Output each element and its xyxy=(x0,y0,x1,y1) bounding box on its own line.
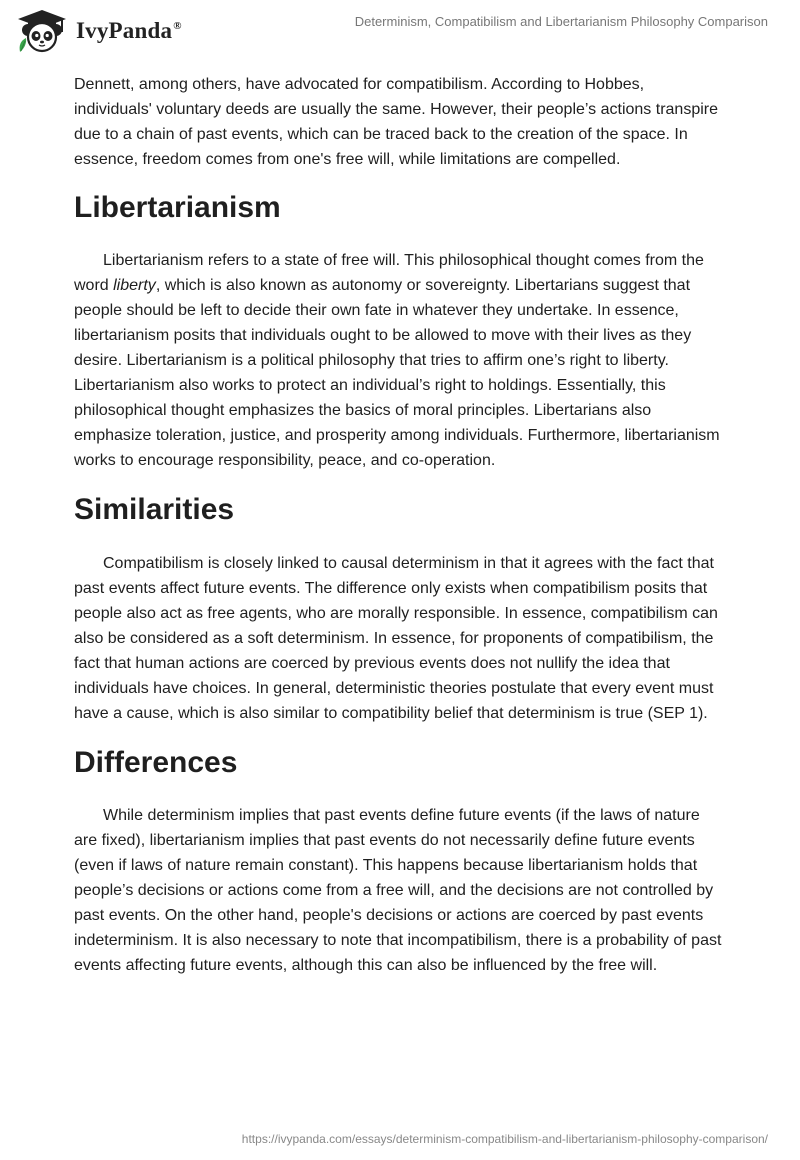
heading-differences: Differences xyxy=(74,746,238,779)
differences-paragraph: While determinism implies that past events define future events (if the laws of nature are fixed), libertarianism implies that past events do not necessarily define future events (even if laws of nature remain constant). This happens because libertarianism holds that people’s decisions or actions come from a free will, and the decisions are not controlled by past events. On the other hand, people's decisions or actions are coerced by past events indeterminism. It is also necessary to note that incompatibilism, there is a probability of past events affecting future events, although this can also be influenced by the free will. xyxy=(74,807,722,974)
source-url-link[interactable]: https://ivypanda.com/essays/determinism-compatibilism-and-libertarianism-philosophy-comparison/ xyxy=(241,1132,768,1146)
page-header xyxy=(0,0,800,70)
document-title: Determinism, Compatibilism and Libertarianism Philosophy Comparison xyxy=(354,14,768,29)
similarities-paragraph: Compatibilism is closely linked to causal determinism in that it agrees with the fact that past events affect future events. The difference only exists when compatibilism posits that people also act as free agents, who are morally responsible. In essence, compatibilism can also be considered as a soft determinism. In essence, for proponents of compatibilism, the fact that human actions are coerced by previous events does not nullify the idea that individuals have choices. In general, deterministic theories postulate that every event must have a cause, which is also similar to compatibility belief that determinism is true (SEP 1). xyxy=(74,555,718,722)
panda-graduate-icon xyxy=(14,8,70,54)
libertarianism-text-start: Libertarianism refers to a state of free will. This philosophical thought comes from the word xyxy=(74,252,704,294)
essay-content xyxy=(74,72,726,978)
libertarianism-text-rest: , which is also known as autonomy or sovereignty. Libertarians suggest that people should be left to decide their own fate in whatever they undertake. In essence, libertarianism posits that individuals ought to be allowed to move with their lives as they desire. Libertarianism is a political philosophy that tries to affirm one’s right to liberty. Libertarianism also works to protect an individual’s right to holdings. Essentially, this philosophical thought emphasizes the basics of moral principles. Libertarians also emphasize toleration, justice, and prosperity among individuals. Furthermore, libertarianism works to encourage responsibility, peace, and co-operation. xyxy=(74,277,720,469)
emphasis-liberty: liberty xyxy=(113,277,156,294)
registered-mark: ® xyxy=(173,20,182,33)
heading-similarities: Similarities xyxy=(74,493,235,526)
brand-logo[interactable] xyxy=(14,8,182,54)
intro-paragraph: Dennett, among others, have advocated for compatibilism. According to Hobbes, individuals' voluntary deeds are usually the same. However, their people’s actions transpire due to a chain of past events, which can be traced back to the creation of the space. In essence, freedom comes from one's free will, while limitations are compelled. xyxy=(74,76,718,168)
brand-name xyxy=(76,18,182,44)
brand-name-text: IvyPanda xyxy=(76,18,173,43)
heading-libertarianism: Libertarianism xyxy=(74,191,281,224)
libertarianism-paragraph xyxy=(74,248,726,473)
